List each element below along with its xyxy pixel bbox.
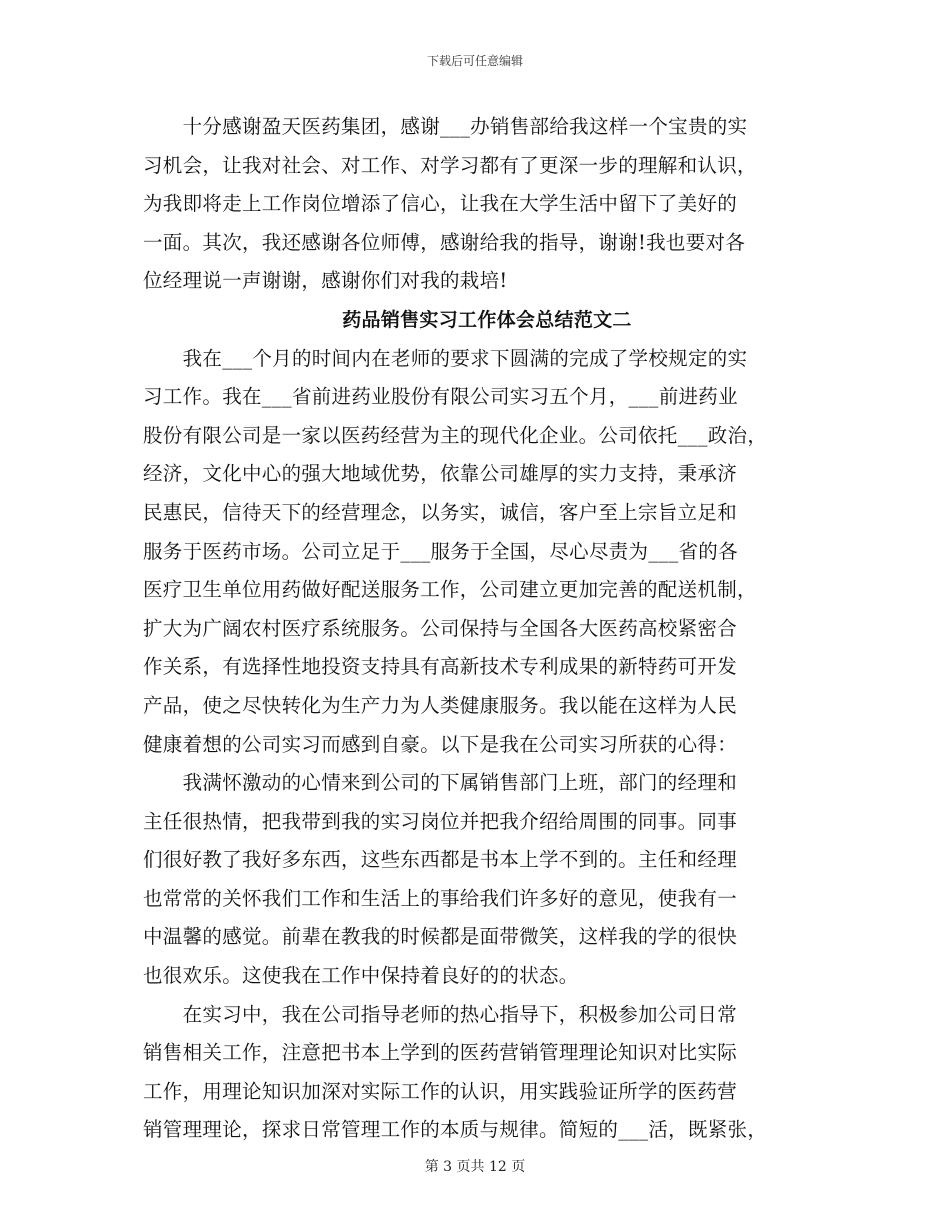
paragraph-line: 健康着想的公司实习而感到自豪。以下是我在公司实习所获的心得： <box>143 732 738 756</box>
paragraph-line: 十分感谢盈天医药集团，感谢___办销售部给我这样一个宝贵的实 <box>143 115 748 138</box>
paragraph-line: 销管理理论，探求日常管理工作的本质与规律。简短的___活，既紧张， <box>143 1118 768 1142</box>
paragraph-line: 主任很热情，把我带到我的实习岗位并把我介绍给周围的同事。同事 <box>143 809 738 833</box>
paragraph-line: 我满怀激动的心情来到公司的下属销售部门上班，部门的经理和 <box>143 771 738 795</box>
paragraph-line: 也很欢乐。这使我在工作中保持着良好的的状态。 <box>143 964 579 988</box>
page-header-note: 下载后可任意编辑 <box>426 54 523 68</box>
page-number-footer: 第 3 页共 12 页 <box>424 1159 526 1175</box>
section-heading: 药品销售实习工作体会总结范文二 <box>342 308 632 331</box>
paragraph-line: 服务于医药市场。公司立足于___服务于全国，尽心尽责为___省的各 <box>143 539 738 563</box>
paragraph-line: 产品，使之尽快转化为生产力为人类健康服务。我以能在这样为人民 <box>143 693 738 717</box>
document-body <box>143 108 811 1150</box>
paragraph-line: 股份有限公司是一家以医药经营为主的现代化企业。公司依托___政治， <box>143 423 768 447</box>
paragraph-line: 民惠民，信待天下的经营理念，以务实，诚信，客户至上宗旨立足和 <box>143 500 738 524</box>
paragraph-line: 扩大为广阔农村医疗系统服务。公司保持与全国各大医药高校紧密合 <box>143 616 738 640</box>
paragraph-line: 们很好教了我好多东西，这些东西都是书本上学不到的。主任和经理 <box>143 848 738 872</box>
paragraph-line: 医疗卫生单位用药做好配送服务工作，公司建立更加完善的配送机制， <box>143 578 757 602</box>
paragraph-line: 中温馨的感觉。前辈在教我的时候都是面带微笑，这样我的学的很快 <box>143 925 738 949</box>
paragraph-line: 也常常的关怀我们工作和生活上的事给我们许多好的意见，使我有一 <box>143 886 738 910</box>
paragraph-line: 销售相关工作，注意把书本上学到的医药营销管理理论知识对比实际 <box>143 1041 738 1065</box>
paragraph-line: 为我即将走上工作岗位增添了信心，让我在大学生活中留下了美好的 <box>143 192 738 216</box>
paragraph-line: 习机会，让我对社会、对工作、对学习都有了更深一步的理解和认识， <box>143 153 757 177</box>
paragraph-line: 经济，文化中心的强大地域优势，依靠公司雄厚的实力支持，秉承济 <box>143 462 738 486</box>
paragraph-line: 位经理说一声谢谢，感谢你们对我的栽培! <box>143 269 508 293</box>
paragraph-line: 习工作。我在___省前进药业股份有限公司实习五个月，___前进药业 <box>143 385 738 409</box>
paragraph-line: 一面。其次，我还感谢各位师傅，感谢给我的指导，谢谢!我也要对各 <box>143 230 746 254</box>
paragraph-line: 作关系，有选择性地投资支持具有高新技术专利成果的新特药可开发 <box>143 655 738 679</box>
paragraph-line: 我在___个月的时间内在老师的要求下圆满的完成了学校规定的实 <box>143 346 748 370</box>
paragraph-line: 工作，用理论知识加深对实际工作的认识，用实践验证所学的医药营 <box>143 1079 738 1103</box>
paragraph-line: 在实习中，我在公司指导老师的热心指导下，积极参加公司日常 <box>143 1002 738 1026</box>
